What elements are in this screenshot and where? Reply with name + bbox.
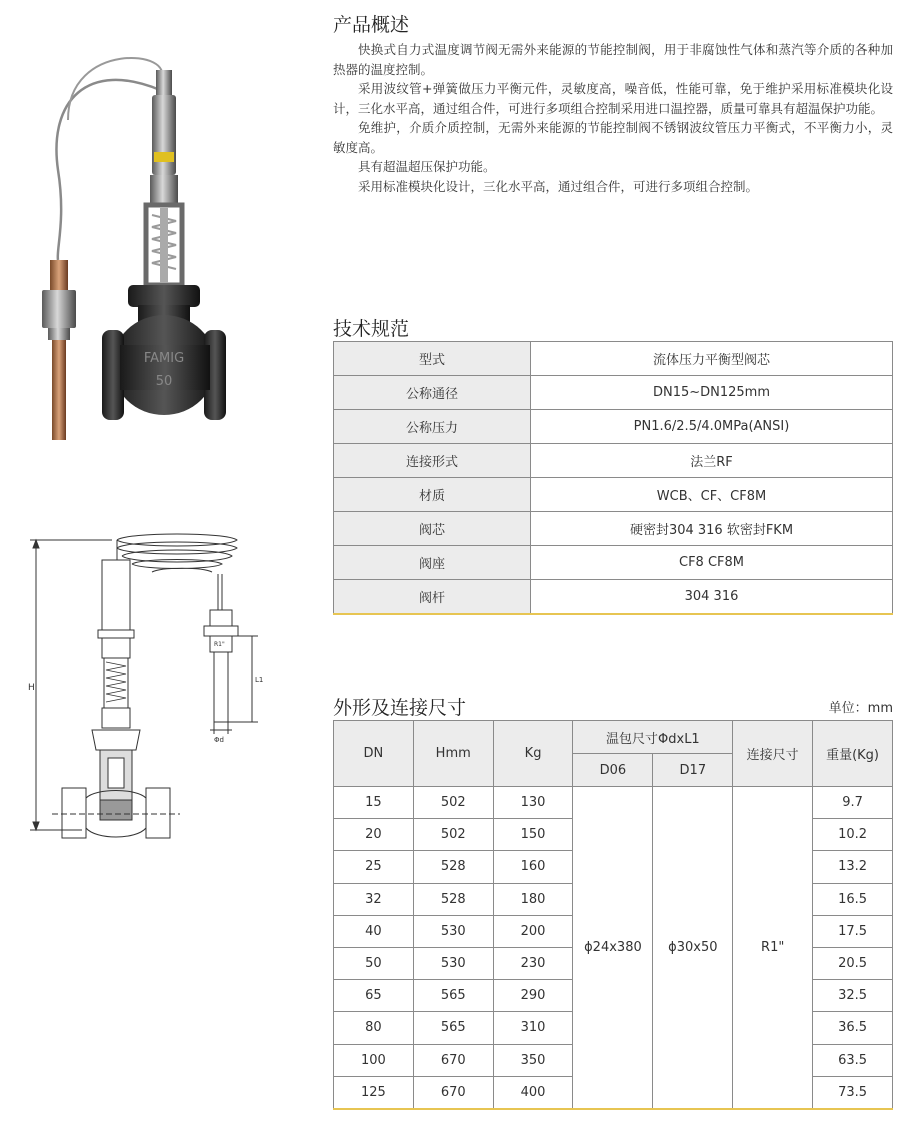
- cell-dn: 50: [334, 947, 414, 979]
- spec-key: 连接形式: [334, 444, 531, 478]
- spec-value: 硬密封304 316 软密封FKM: [531, 512, 893, 546]
- header-bulb: 温包尺寸ΦdxL1: [573, 721, 733, 754]
- cell-dn: 65: [334, 980, 414, 1012]
- cell-h: 530: [413, 947, 493, 979]
- table-row: [334, 444, 893, 478]
- spec-key: 阀座: [334, 546, 531, 580]
- table-row: [334, 787, 893, 819]
- cell-kg: 130: [493, 787, 573, 819]
- cell-dn: 125: [334, 1076, 414, 1109]
- dim-label-l1: L1: [255, 676, 264, 684]
- overview-paragraph: 采用标准模块化设计，三化水平高，通过组合件，可进行多项组合控制。: [358, 178, 759, 194]
- cell-h: 502: [413, 787, 493, 819]
- table-row: [334, 410, 893, 444]
- header-d06: D06: [573, 754, 653, 787]
- cell-weight: 73.5: [813, 1076, 893, 1109]
- cell-kg: 150: [493, 819, 573, 851]
- header-kg: Kg: [493, 721, 573, 787]
- cell-weight: 63.5: [813, 1044, 893, 1076]
- dim-label-phi-d: Φd: [214, 736, 224, 744]
- unit-label: 单位：mm: [828, 701, 893, 716]
- cell-dn: 40: [334, 915, 414, 947]
- table-row: [334, 580, 893, 615]
- table-row: [334, 342, 893, 376]
- spec-table: [333, 341, 893, 615]
- cell-weight: 13.2: [813, 851, 893, 883]
- cell-dn: 32: [334, 883, 414, 915]
- valve-size-marking: 50: [155, 374, 173, 389]
- header-h: Hmm: [413, 721, 493, 787]
- cell-kg: 230: [493, 947, 573, 979]
- cell-weight: 16.5: [813, 883, 893, 915]
- cell-kg: 180: [493, 883, 573, 915]
- cell-connection: R1": [733, 787, 813, 1109]
- spec-key: 材质: [334, 478, 531, 512]
- overview-paragraph: 快换式自力式温度调节阀无需外来能源的节能控制阀，用于非腐蚀性气体和蒸汽等介质的各种加热器的温度控制。: [333, 42, 893, 77]
- cell-weight: 10.2: [813, 819, 893, 851]
- cell-bulb-d06: ϕ24x380: [573, 787, 653, 1109]
- overview-title: 产品概述: [333, 14, 410, 36]
- cell-weight: 9.7: [813, 787, 893, 819]
- dimensions-table: [333, 720, 893, 1110]
- cell-bulb-d17: ϕ30x50: [653, 787, 733, 1109]
- table-row: [334, 512, 893, 546]
- spec-value: PN1.6/2.5/4.0MPa(ANSI): [531, 410, 893, 444]
- cell-h: 530: [413, 915, 493, 947]
- spec-key: 公称通径: [334, 376, 531, 410]
- cell-h: 528: [413, 851, 493, 883]
- cell-h: 670: [413, 1044, 493, 1076]
- header-weight: 重量(Kg): [813, 721, 893, 787]
- spec-key: 公称压力: [334, 410, 531, 444]
- cell-dn: 25: [334, 851, 414, 883]
- cell-dn: 20: [334, 819, 414, 851]
- valve-logo-text: FAMIG: [143, 351, 185, 366]
- spec-key: 阀杆: [334, 580, 531, 615]
- table-row: [334, 478, 893, 512]
- spec-value: 法兰RF: [531, 444, 893, 478]
- table-row: [334, 376, 893, 410]
- cell-h: 528: [413, 883, 493, 915]
- spec-value: 304 316: [531, 580, 893, 615]
- cell-dn: 100: [334, 1044, 414, 1076]
- spec-value: DN15~DN125mm: [531, 376, 893, 410]
- overview-paragraph: 具有超温超压保护功能。: [358, 159, 496, 174]
- dim-label-r1: R1": [214, 641, 225, 648]
- spec-key: 型式: [334, 342, 531, 376]
- cell-weight: 17.5: [813, 915, 893, 947]
- header-connection: 连接尺寸: [733, 721, 813, 787]
- cell-weight: 36.5: [813, 1012, 893, 1044]
- cell-kg: 310: [493, 1012, 573, 1044]
- spec-value: WCB、CF、CF8M: [531, 478, 893, 512]
- cell-kg: 400: [493, 1076, 573, 1109]
- spec-key: 阀芯: [334, 512, 531, 546]
- dim-label-h: H: [28, 683, 35, 693]
- spec-value: 流体压力平衡型阀芯: [531, 342, 893, 376]
- cell-weight: 32.5: [813, 980, 893, 1012]
- cell-kg: 350: [493, 1044, 573, 1076]
- dimensions-title: 外形及连接尺寸: [333, 697, 467, 719]
- cell-h: 565: [413, 1012, 493, 1044]
- cell-h: 670: [413, 1076, 493, 1109]
- cell-h: 565: [413, 980, 493, 1012]
- overview-paragraph: 采用波纹管+弹簧做压力平衡元件，灵敏度高，噪音低，性能可靠，免于维护采用标准模块化设计，三化水平高，通过组合件，可进行多项组合控制采用进口温控器，质量可靠具有超温保护功能。: [333, 81, 893, 116]
- valve-product-photo: [28, 40, 268, 440]
- cell-weight: 20.5: [813, 947, 893, 979]
- spec-value: CF8 CF8M: [531, 546, 893, 580]
- valve-dimension-drawing: [22, 520, 272, 850]
- cell-kg: 290: [493, 980, 573, 1012]
- cell-kg: 200: [493, 915, 573, 947]
- spec-title: 技术规范: [333, 318, 410, 340]
- overview-text: [333, 40, 893, 196]
- cell-dn: 80: [334, 1012, 414, 1044]
- cell-h: 502: [413, 819, 493, 851]
- cell-kg: 160: [493, 851, 573, 883]
- overview-paragraph: 免维护，介质介质控制，无需外来能源的节能控制阀不锈钢波纹管压力平衡式，不平衡力小，灵敏度高。: [333, 120, 893, 155]
- header-dn: DN: [334, 721, 414, 787]
- header-d17: D17: [653, 754, 733, 787]
- table-row: [334, 546, 893, 580]
- cell-dn: 15: [334, 787, 414, 819]
